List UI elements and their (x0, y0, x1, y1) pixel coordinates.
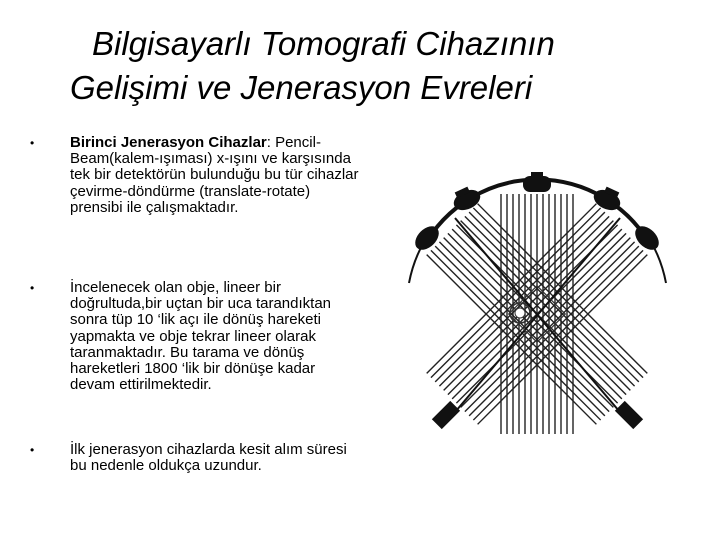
xray-tube-top (523, 172, 551, 192)
bullet-marker: • (30, 281, 35, 295)
bullet-body-text: İncelenecek olan obje, lineer bir doğrultuda,bir uçtan bir uca tarandıktan sonra tüp 10 ‘lik açı ile dönüş hareketi yapmakta ve obje tekrar lineer olarak taranmaktadır. Bu tarama ve dönüş hareketleri 1800 ‘lik bir dönüşe kadar devam ettirilmektedir. (70, 279, 331, 394)
bullet-lead-text: Birinci Jenerasyon Cihazlar (70, 134, 267, 151)
slide-title-line-1: Bilgisayarlı Tomografi Cihazının (92, 25, 555, 62)
bullet-marker: • (30, 136, 35, 150)
bullet-text (70, 135, 360, 216)
slide-title (70, 22, 690, 110)
detector-left (432, 401, 460, 429)
translate-rotate-scan-diagram (395, 168, 680, 436)
bullet-marker: • (30, 443, 35, 457)
bullet-body-text: İlk jenerasyon cihazlarda kesit alım süresi bu nedenle oldukça uzundur. (70, 441, 347, 475)
detector-right (615, 401, 643, 429)
bullet-body-text: : Pencil-Beam(kalem-ışıması) x-ışını ve karşısında tek bir detektörün bulunduğu bu tür cihazlar çevirme-döndürme (translate-rotate) prensibi ile çalışmaktadır. (70, 134, 359, 216)
slide-title-line-2: Gelişimi ve Jenerasyon Evreleri (70, 69, 533, 106)
scan-diagram-svg (395, 168, 680, 436)
